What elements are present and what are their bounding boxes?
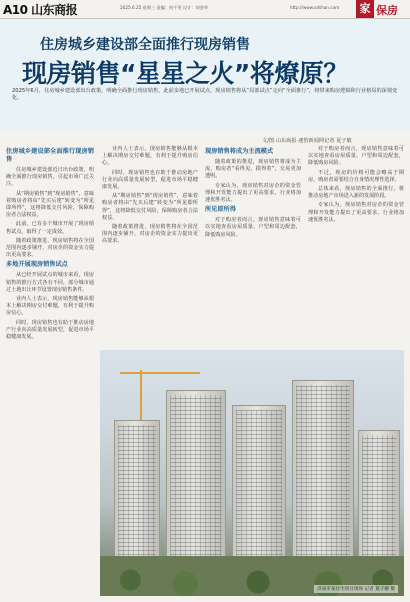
column-paragraph: 从“期房销售”到“现房销售”，意味着购房者将由“先买后建”转变为“所见即所得”，这将降低交付风险，保障购房者合法权益。 [102,193,198,221]
column-heading: 住房城乡建设部全面推行现房销售 [6,148,94,163]
page-id: A10 山东商报 [3,3,78,17]
page-title: 现房销售“星星之火”将燎原？ [22,59,348,88]
headline-area [0,20,410,130]
column-paragraph: 业内人士表示，现房销售能够从根本上解决期房交付难题，有利于提升购房信心。 [102,146,198,167]
article-column-4 [308,146,404,226]
column-paragraph: 总体来看，现房销售的全面推行，将推动房地产市场进入新的发展阶段。 [308,186,404,200]
site-url: http://www.sdshan.com [290,5,340,10]
column-heading: 多地开展现房销售试点 [6,261,68,269]
building [358,430,400,572]
column-paragraph: 随着政策推进，现房销售将在全国范围内逐步铺开，对房企的资金实力提出更高要求。 [6,237,94,259]
news-photo [100,350,404,596]
column-heading: 现房销售将成为主流模式 [205,148,274,155]
column-paragraph: 随着政策的推进，现房销售将成为主流，购房者“看得见、摸得着”，交易更加透明。 [205,159,301,180]
column-paragraph: 同时，现房销售也有助于推动房地产行业向高质量发展转型，促进市场平稳健康发展。 [102,169,198,191]
column-paragraph: 同时，现房销售也有助于推动房地产行业向高质量发展转型，促进市场平稳健康发展。 [6,319,94,341]
article-column-3 [205,146,301,241]
column-paragraph: 对于购房者而言，现房销售意味着可以实地查看房屋质量、户型和周边配套，降低购房风险。 [205,217,301,238]
column-paragraph: 从已经开展试点的城市来看，现房销售的推行方式各有不同，部分城市通过土地出让环节设置现房销售条件。 [6,272,94,293]
column-paragraph: 随着政策推进，现房销售将在全国范围内逐步铺开，对房企的资金实力提出更高要求。 [102,224,198,245]
column-paragraph: 业内人士表示，现房销售能够从根本上解决期房交付难题，有利于提升购房信心。 [6,296,94,317]
column-paragraph: 不过，现房的价格可能会略高于期房，购房者需要结合自身情况理性选择。 [308,169,404,183]
page-meta: 2025.6.25 星期三 责编：何千里 设计：胡金华 [120,5,209,10]
building [114,420,160,572]
headline-kicker: 住房城乡建设部全面推行现房销售 [40,37,250,53]
building [232,405,286,572]
section-tag-box: 家 [356,0,374,18]
building [292,380,354,572]
article-column-1 [6,146,94,343]
column-paragraph: 此前，已有多个城市开展了现房销售试点，取得了一定成效。 [6,221,94,235]
article-column-2 [102,146,198,248]
column-paragraph: 住房城乡建设部近日出台政策，明确全面推行现房销售，引起市场广泛关注。 [6,167,94,188]
column-paragraph: 专家认为，现房销售对房企的资金管理和开发能力提出了更高要求，行业将加速优胜劣汰。 [308,202,404,223]
section-tag [356,0,410,18]
column-heading: 所见即所得 [205,206,236,214]
byline: 文/图 山东商报·速豹新闻网记者 夏子敏 [262,138,352,144]
masthead [0,0,410,19]
photo-caption: 济南市某住宅项目现场 记者 夏子敏 摄 [314,585,398,593]
column-paragraph: 对于购房者而言，现房销售意味着可以实地查看房屋质量、户型和周边配套，降低购房风险。 [308,146,404,167]
column-paragraph: 专家认为，现房销售对房企的资金管理和开发能力提出了更高要求，行业将加速优胜劣汰。 [205,182,301,204]
crane-jib [120,372,200,374]
building [166,390,226,572]
section-tag-text: 保房 [376,4,398,17]
column-paragraph: 从“期房销售”到“现房销售”，意味着购房者将由“先买后建”转变为“所见即所得”，这将降低交付风险，保障购房者合法权益。 [6,190,94,219]
lead-paragraph: 2025年6月，住房城乡建设部出台政策，明确全面推行现房销售，此前多地已开展试点，现房销售将从“局部试点”走向“全面推行”，将带来购房逻辑和行业格局的深刻变化。 [12,88,398,102]
